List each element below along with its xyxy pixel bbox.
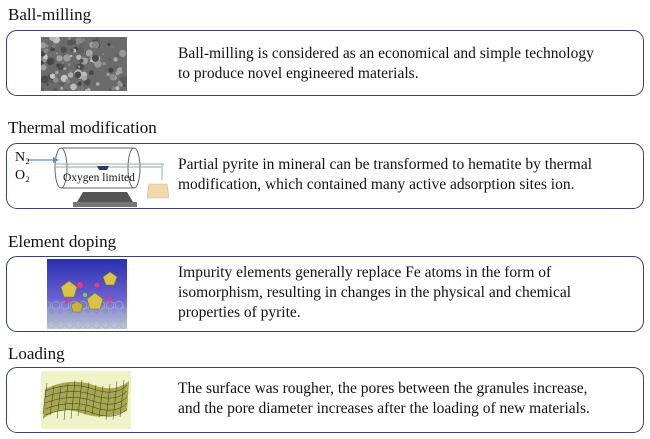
text-line: isomorphism, resulting in changes in the physical and chemical bbox=[178, 284, 572, 301]
text-line: Partial pyrite in mineral can be transformed to hematite by thermal bbox=[178, 156, 593, 173]
text-line: properties of pyrite. bbox=[178, 304, 301, 321]
section-heading-thermal-modification: Thermal modification bbox=[8, 118, 157, 137]
nitrogen-label: N₂ bbox=[15, 150, 30, 165]
section-card-ball-milling bbox=[6, 30, 644, 96]
graphene-sheet-icon bbox=[41, 371, 131, 429]
section-card-thermal-modification bbox=[6, 143, 644, 209]
text-line: and the pore diameter increases after the loading of new materials. bbox=[178, 400, 590, 417]
text-line: modification, which contained many active adsorption sites ion. bbox=[178, 176, 575, 193]
section-text-thermal-modification bbox=[178, 155, 592, 195]
crystal-lattice-icon bbox=[47, 259, 127, 329]
section-text-element-doping bbox=[178, 263, 571, 323]
section-text-loading bbox=[178, 379, 590, 419]
section-card-loading bbox=[6, 367, 644, 433]
oxygen-limited-label: Oxygen limited bbox=[63, 172, 135, 184]
section-text-ball-milling bbox=[178, 44, 594, 84]
text-line: to produce novel engineered materials. bbox=[178, 65, 419, 82]
text-line: The surface was rougher, the pores between the granules increase, bbox=[178, 380, 588, 397]
section-card-element-doping bbox=[6, 256, 644, 332]
section-heading-element-doping: Element doping bbox=[8, 232, 117, 251]
section-heading-loading: Loading bbox=[8, 344, 65, 363]
oxygen-label: O₂ bbox=[15, 168, 30, 183]
sem-micrograph-icon bbox=[41, 37, 127, 91]
text-line: Ball-milling is considered as an economical and simple technology bbox=[178, 45, 594, 62]
text-line: Impurity elements generally replace Fe atoms in the form of bbox=[178, 264, 552, 281]
section-heading-ball-milling: Ball-milling bbox=[8, 5, 92, 24]
tube-furnace-icon bbox=[9, 146, 169, 208]
